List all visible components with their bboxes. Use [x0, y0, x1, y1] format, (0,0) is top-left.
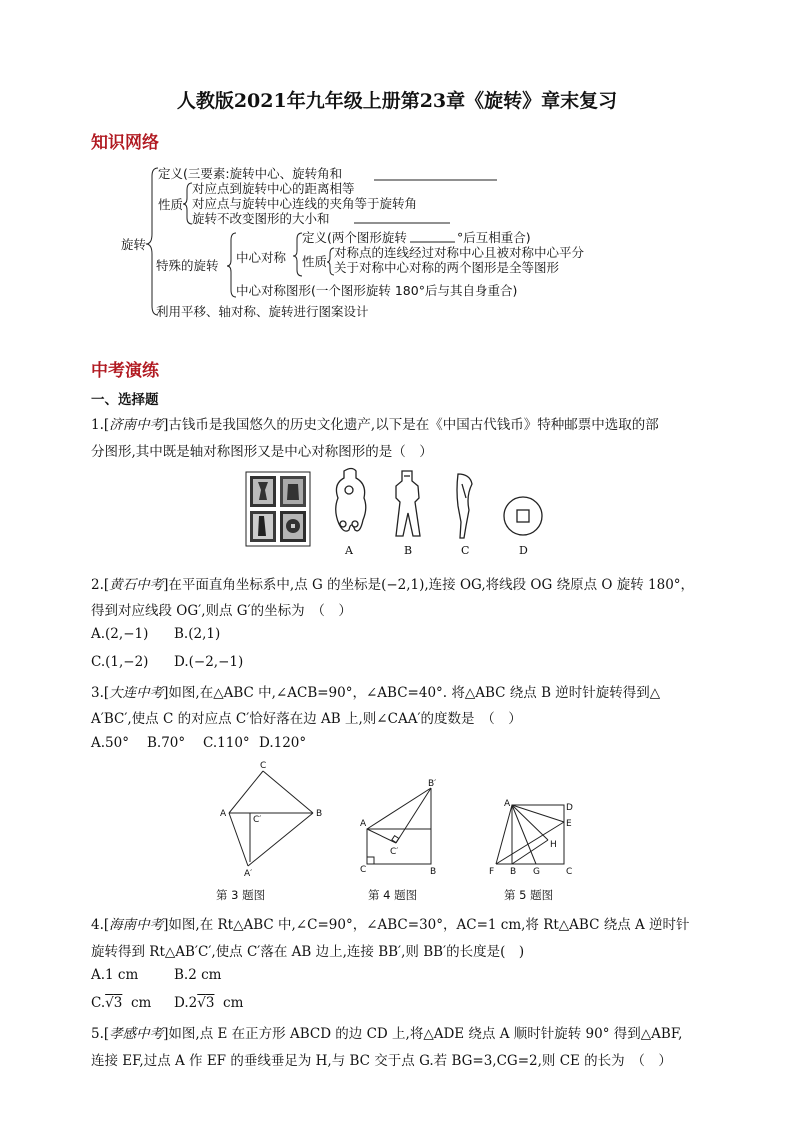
- fig5-label-d: D: [566, 803, 573, 813]
- q5-source: 孝感中考: [109, 1026, 164, 1042]
- q3-source: 大连中考: [109, 685, 164, 701]
- definition-text: 定义(三要素:旋转中心、旋转角和: [158, 166, 343, 181]
- q4-option-b: B.2 cm: [174, 967, 222, 983]
- label-a: A: [345, 544, 353, 557]
- central-symmetric-figure: 中心对称图形(一个图形旋转 180°后与其自身重合): [236, 283, 518, 298]
- fig4-caption: 第 4 题图: [368, 888, 418, 902]
- label-d: D: [519, 544, 528, 557]
- section-heading-knowledge: 知识网络: [91, 133, 159, 153]
- fig4-label-b-prime: B′: [428, 779, 437, 789]
- q3-line1: 3.[大连中考]如图,在△ABC 中,∠ACB=90°，∠ABC=40°. 将△ABC 绕点 B 逆时针旋转得到△: [91, 685, 661, 701]
- q3-option-b: B.70°: [147, 735, 186, 751]
- property-2: 对应点与旋转中心连线的夹角等于旋转角: [192, 196, 418, 211]
- q1-line2: 分图形,其中既是轴对称图形又是中心对称图形的是（ ）: [91, 444, 433, 460]
- tree-root: 旋转: [121, 237, 147, 252]
- q2-line1: 2.[黄石中考]在平面直角坐标系中,点 G 的坐标是(−2,1),连接 OG,将线段 OG 绕原点 O 旋转 180°，: [91, 577, 695, 593]
- q4-line2: 旋转得到 Rt△AB′C′,使点 C′落在 AB 边上,连接 BB′,则 BB′的长度是( ): [91, 944, 525, 960]
- fig4-label-a: A: [360, 819, 367, 829]
- fig5-label-h: H: [550, 840, 557, 850]
- central-symmetry-label: 中心对称: [236, 250, 287, 265]
- special-rotation-label: 特殊的旋转: [156, 258, 219, 273]
- fig3-label-b: B: [316, 809, 323, 819]
- cs-property-1: 对称点的连线经过对称中心且被对称中心平分: [334, 245, 585, 260]
- section-heading-exam: 中考演练: [91, 361, 159, 381]
- figure-4: [367, 788, 431, 864]
- q4-source: 海南中考: [109, 917, 164, 933]
- cs-definition-a: 定义(两个图形旋转: [302, 230, 407, 245]
- q2-line2: 得到对应线段 OG′,则点 G′的坐标为 （ ）: [91, 603, 352, 619]
- q2-option-d: D.(−2,−1): [174, 654, 244, 670]
- q3-option-a: A.50°: [91, 735, 129, 751]
- figure-5: [496, 805, 564, 864]
- q2-option-c: C.(1,−2): [91, 654, 149, 670]
- fig3-label-a-prime: A′: [244, 869, 253, 879]
- q3-option-d: D.120°: [259, 735, 307, 751]
- fig4-label-c: C: [360, 865, 367, 875]
- fig3-label-c-prime: C′: [253, 815, 262, 825]
- q2-source: 黄石中考: [109, 577, 164, 593]
- label-b: B: [404, 544, 413, 557]
- property-1: 对应点到旋转中心的距离相等: [192, 181, 355, 196]
- fig5-label-c: C: [566, 867, 573, 877]
- fig5-label-f: F: [489, 867, 495, 877]
- fig5-label-e: E: [566, 819, 572, 829]
- cs-definition-b: °后互相重合): [457, 230, 531, 245]
- fig5-label-a: A: [504, 799, 511, 809]
- fig4-label-b: B: [430, 867, 437, 877]
- page-title: 人教版2021年九年级上册第23章《旋转》章末复习: [176, 90, 618, 112]
- fig4-label-c-prime: C′: [390, 847, 399, 857]
- q4-line1: 4.[海南中考]如图,在 Rt△ABC 中,∠C=90°，∠ABC=30°，AC=1 cm,将 Rt△ABC 绕点 A 逆时针: [91, 917, 690, 933]
- fig5-label-g: G: [533, 867, 540, 877]
- q2-option-b: B.(2,1): [174, 626, 221, 642]
- q5-line1: 5.[孝感中考]如图,点 E 在正方形 ABCD 的边 CD 上,将△ADE 绕点 A 顺时针旋转 90° 得到△ABF,: [91, 1026, 683, 1042]
- q4-option-d: D.2√3 cm: [174, 995, 244, 1011]
- property-3: 旋转不改变图形的大小和: [192, 211, 330, 226]
- q3-option-c: C.110°: [203, 735, 250, 751]
- fig5-caption: 第 5 题图: [504, 888, 554, 902]
- q3-line2: A′BC′,使点 C 的对应点 C′恰好落在边 AB 上,则∠CAA′的度数是 （ ）: [91, 711, 522, 727]
- cs-properties-label: 性质: [302, 254, 328, 269]
- fig3-caption: 第 3 题图: [216, 888, 266, 902]
- q4-option-a: A.1 cm: [91, 967, 139, 983]
- cs-property-2: 关于对称中心对称的两个图形是全等图形: [334, 260, 560, 275]
- application-text: 利用平移、轴对称、旋转进行图案设计: [156, 304, 369, 319]
- figure-3: [229, 771, 313, 866]
- label-c: C: [461, 544, 470, 557]
- q4-option-c: C.√3 cm: [91, 995, 152, 1011]
- q1-source: 济南中考: [109, 417, 164, 433]
- q1-line1: 1.[济南中考]古钱币是我国悠久的历史文化遗产,以下是在《中国古代钱币》特种邮票中选取的部: [91, 417, 659, 433]
- fig3-label-a: A: [220, 809, 227, 819]
- q2-option-a: A.(2,−1): [91, 626, 149, 642]
- fig5-label-b: B: [510, 867, 517, 877]
- fig3-label-c: C: [260, 761, 267, 771]
- q5-line2: 连接 EF,过点 A 作 EF 的垂线垂足为 H,与 BC 交于点 G.若 BG=3,CG=2,则 CE 的长为 （ ）: [91, 1053, 672, 1069]
- part-heading: 一、选择题: [91, 392, 159, 408]
- properties-label: 性质: [158, 197, 184, 212]
